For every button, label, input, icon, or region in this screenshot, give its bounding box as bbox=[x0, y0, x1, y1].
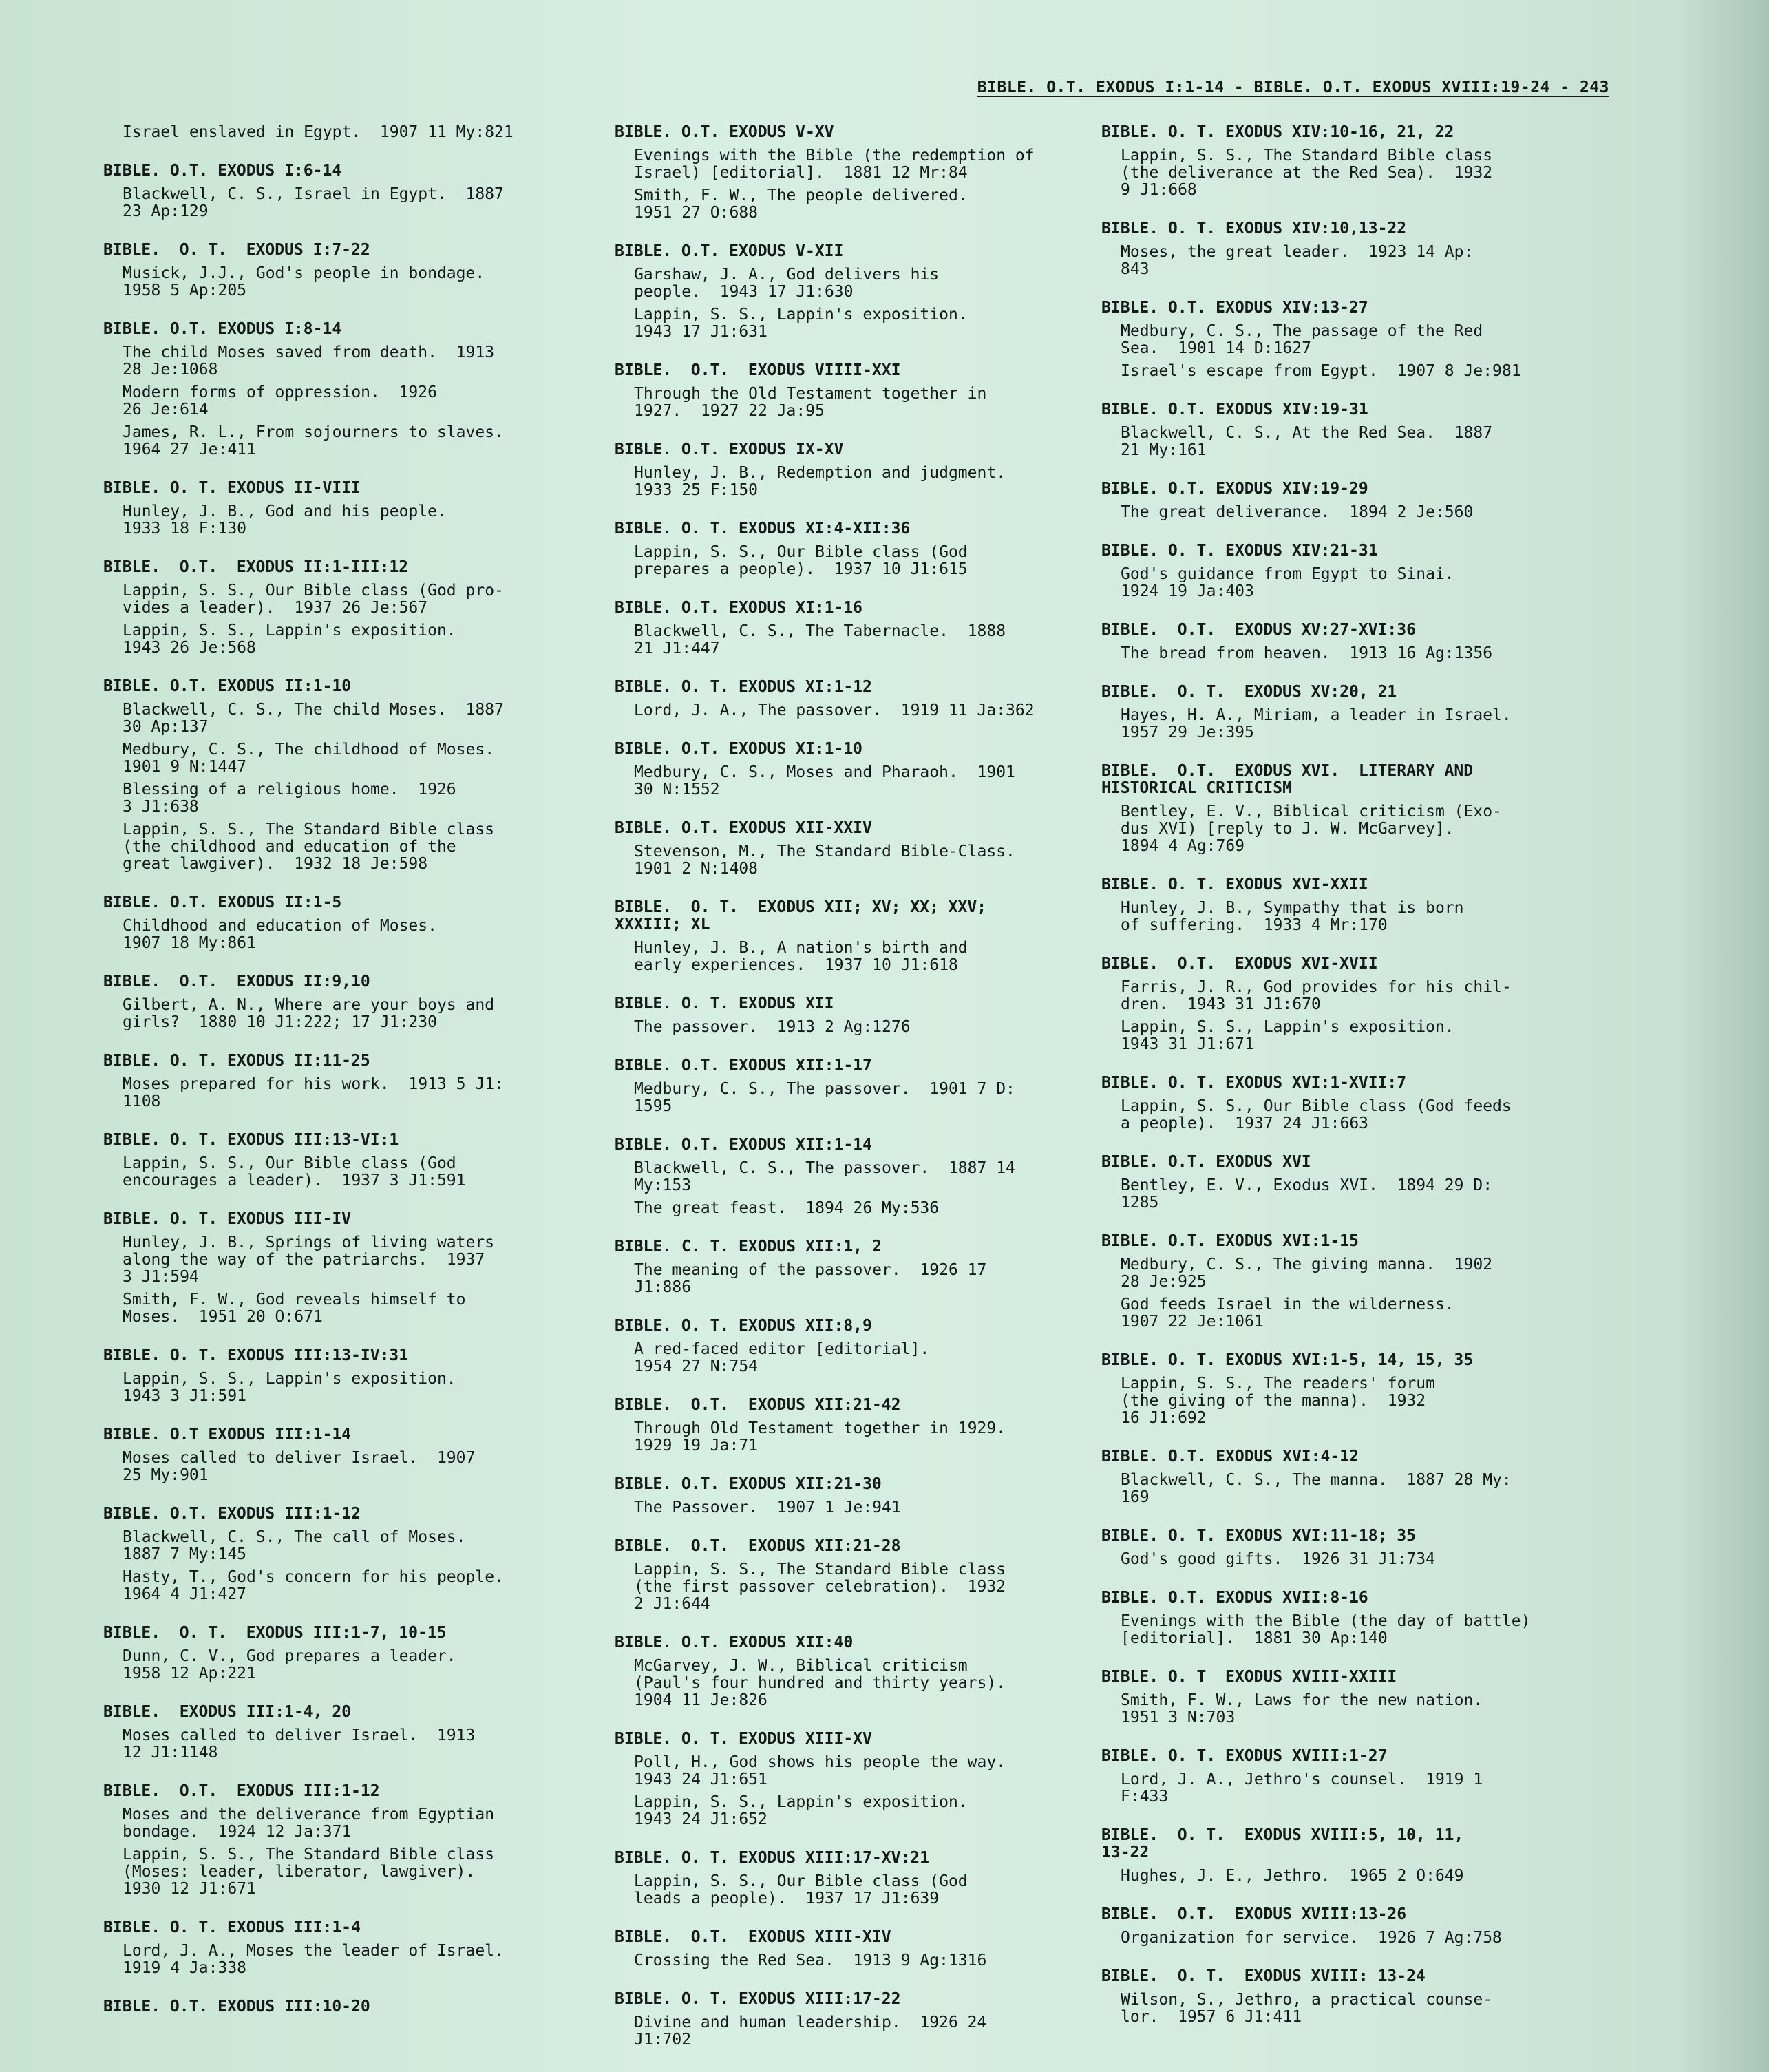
section-heading: BIBLE. O.T. EXODUS II:1-III:12 bbox=[103, 558, 409, 576]
index-entry: Blackwell, C. S., The manna. 1887 28 My: 169 bbox=[1121, 1471, 1512, 1506]
index-section bbox=[1101, 955, 1583, 1053]
index-entry: James, R. L., From sojourners to slaves. 1964 27 Je:411 bbox=[123, 423, 504, 458]
index-entry: Smith, F. W., Laws for the new nation. 1951 3 N:703 bbox=[1121, 1691, 1483, 1726]
index-entry: Wilson, S., Jethro, a practical counse- lor. 1957 6 J1:411 bbox=[1121, 1991, 1493, 2026]
index-section bbox=[615, 899, 1097, 974]
index-section bbox=[1101, 542, 1583, 600]
index-entry: Through Old Testament together in 1929. 1929 19 Ja:71 bbox=[634, 1419, 1006, 1455]
section-heading: BIBLE. O.T. EXODUS XIV:19-29 bbox=[1101, 480, 1368, 498]
index-entry: Lappin, S. S., The Standard Bible class (the deliverance at the Red Sea). 1932 9 J1:668 bbox=[1121, 147, 1493, 199]
index-section bbox=[103, 1704, 585, 1762]
index-entry: Lappin, S. S., Our Bible class (God leads a people). 1937 17 J1:639 bbox=[634, 1872, 968, 1907]
section-heading: BIBLE. O. T. EXODUS XIV:10-16, 21, 22 bbox=[1101, 123, 1454, 141]
section-heading: BIBLE. O. T. EXODUS XII bbox=[615, 995, 834, 1013]
index-section bbox=[103, 321, 585, 458]
index-entry: Blackwell, C. S., At the Red Sea. 1887 21 My:161 bbox=[1121, 424, 1493, 459]
section-heading: BIBLE. O.T. EXODUS XVI-XVII bbox=[1101, 955, 1378, 973]
section-heading: BIBLE. O.T. EXODUS XI:1-16 bbox=[615, 599, 863, 617]
section-heading: BIBLE. O.T. EXODUS XII:21-28 bbox=[615, 1537, 901, 1555]
index-entry: Garshaw, J. A., God delivers his people. 1943 17 J1:630 bbox=[634, 266, 940, 301]
section-heading: BIBLE. O.T. EXODUS XII:1-14 bbox=[615, 1136, 872, 1154]
section-heading: BIBLE. O.T EXODUS III:1-14 bbox=[103, 1426, 352, 1444]
index-entry: Israel's escape from Egypt. 1907 8 Je:981 bbox=[1121, 362, 1521, 380]
index-entry: Hughes, J. E., Jethro. 1965 2 O:649 bbox=[1121, 1867, 1464, 1885]
index-entry: Moses, the great leader. 1923 14 Ap: 843 bbox=[1121, 243, 1474, 278]
index-entry: The meaning of the passover. 1926 17 J1:886 bbox=[634, 1261, 987, 1296]
index-entry: Lappin, S. S., The Standard Bible class (the childhood and education of the great lawgiver). 1932 18 Je:598 bbox=[123, 821, 495, 873]
index-entry: The child Moses saved from death. 1913 28 Je:1068 bbox=[123, 343, 495, 379]
index-section bbox=[1101, 1352, 1583, 1427]
index-section bbox=[1101, 1827, 1583, 1885]
index-section bbox=[615, 1318, 1097, 1375]
index-section bbox=[615, 1634, 1097, 1709]
index-entry: Lappin, S. S., The Standard Bible class (Moses: leader, liberator, lawgiver). 1930 12 J1:671 bbox=[123, 1846, 495, 1898]
section-heading: BIBLE. O.T. EXODUS XIV:19-31 bbox=[1101, 401, 1368, 419]
section-heading: BIBLE. O.T. EXODUS XII:40 bbox=[615, 1634, 854, 1651]
section-heading: BIBLE. O. T. EXODUS XV:20, 21 bbox=[1101, 683, 1397, 701]
section-heading: BIBLE. O. T. EXODUS XII; XV; XX; XXV; XXXIII; XL bbox=[615, 898, 987, 933]
section-heading: BIBLE. O.T. EXODUS V-XII bbox=[615, 242, 844, 260]
running-header: BIBLE. O.T. EXODUS I:1-14 - BIBLE. O.T. EXODUS XVIII:19-24 - 243 bbox=[977, 78, 1609, 96]
index-section bbox=[615, 1991, 1097, 2049]
section-heading: BIBLE. O.T. EXODUS II:9,10 bbox=[103, 973, 370, 991]
index-entry: Blackwell, C. S., The call of Moses. 1887 7 My:145 bbox=[123, 1528, 466, 1563]
index-entry: Hunley, J. B., Sympathy that is born of suffering. 1933 4 Mr:170 bbox=[1121, 899, 1464, 934]
index-entry: Poll, H., God shows his people the way. 1943 24 J1:651 bbox=[634, 1753, 1006, 1788]
section-heading: BIBLE. O.T. EXODUS XVIII:13-26 bbox=[1101, 1905, 1407, 1923]
index-section bbox=[615, 679, 1097, 719]
index-section bbox=[615, 441, 1097, 499]
section-heading: BIBLE. O. T. EXODUS III-IV bbox=[103, 1210, 352, 1228]
section-heading: BIBLE. O. T. EXODUS II:11-25 bbox=[103, 1052, 370, 1070]
index-section bbox=[1101, 763, 1583, 855]
index-section bbox=[615, 1238, 1097, 1296]
index-entry: Lappin, S. S., Lappin's exposition. 1943 31 J1:671 bbox=[1121, 1018, 1454, 1053]
index-section bbox=[615, 1137, 1097, 1217]
section-heading: BIBLE. O. T. EXODUS III:1-7, 10-15 bbox=[103, 1624, 447, 1642]
index-entry: Hunley, J. B., Redemption and judgment. 1933 25 F:150 bbox=[634, 464, 1006, 499]
index-entry: Lappin, S. S., Our Bible class (God pro- vides a leader). 1937 26 Je:567 bbox=[123, 582, 504, 617]
index-entry: Blackwell, C. S., Israel in Egypt. 1887 23 Ap:129 bbox=[123, 185, 504, 220]
index-entry: Hunley, J. B., God and his people. 1933 18 F:130 bbox=[123, 503, 447, 538]
section-heading: BIBLE. O.T. EXODUS III:1-12 bbox=[103, 1505, 361, 1523]
section-heading: BIBLE. O. T EXODUS XVIII-XXIII bbox=[1101, 1668, 1397, 1686]
section-heading: BIBLE. O. T. EXODUS XVIII: 13-24 bbox=[1101, 1967, 1426, 1985]
index-entry: Modern forms of oppression. 1926 26 Je:614 bbox=[123, 383, 437, 419]
section-heading: BIBLE. O.T. EXODUS XIII-XIV bbox=[615, 1928, 891, 1946]
section-heading: BIBLE. O. T. EXODUS XIV:21-31 bbox=[1101, 542, 1378, 560]
index-section bbox=[103, 242, 585, 299]
index-section bbox=[615, 1731, 1097, 1828]
section-heading: BIBLE. O.T. EXODUS XVII:8-16 bbox=[1101, 1589, 1368, 1607]
index-entry: Medbury, C. S., Moses and Pharaoh. 1901 30 N:1552 bbox=[634, 763, 1015, 799]
index-section bbox=[103, 559, 585, 657]
index-section bbox=[615, 520, 1097, 578]
index-entry: The Passover. 1907 1 Je:941 bbox=[634, 1499, 901, 1516]
index-section bbox=[103, 1998, 585, 2016]
section-heading: BIBLE. O. T. EXODUS II-VIII bbox=[103, 479, 361, 497]
index-entry: Lord, J. A., Jethro's counsel. 1919 1 F:433 bbox=[1121, 1770, 1483, 1806]
index-section bbox=[1101, 480, 1583, 521]
index-entry: Medbury, C. S., The passover. 1901 7 D: 1595 bbox=[634, 1080, 1015, 1115]
index-entry: God feeds Israel in the wilderness. 1907 22 Je:1061 bbox=[1121, 1296, 1454, 1331]
index-section bbox=[615, 600, 1097, 657]
index-section bbox=[1101, 684, 1583, 741]
index-entry: Farris, J. R., God provides for his chil- dren. 1943 31 J1:670 bbox=[1121, 978, 1512, 1013]
index-section bbox=[103, 1625, 585, 1682]
section-heading: BIBLE. O. T. EXODUS XVIII:5, 10, 11, 13-22 bbox=[1101, 1826, 1464, 1861]
index-entry: The great feast. 1894 26 My:536 bbox=[634, 1199, 940, 1217]
index-section bbox=[103, 678, 585, 873]
section-heading: BIBLE. O.T. EXODUS I:8-14 bbox=[103, 320, 342, 338]
section-heading: BIBLE. O. T. EXODUS XIV:10,13-22 bbox=[1101, 220, 1407, 237]
section-heading: BIBLE. O.T. EXODUS XVI:1-15 bbox=[1101, 1232, 1359, 1250]
index-entry: The great deliverance. 1894 2 Je:560 bbox=[1121, 503, 1474, 521]
index-entry: The bread from heaven. 1913 16 Ag:1356 bbox=[1121, 644, 1493, 662]
section-heading: BIBLE. O. T. EXODUS XIII:17-XV:21 bbox=[615, 1849, 929, 1867]
section-heading: BIBLE. O.T. EXODUS XII:1-17 bbox=[615, 1057, 872, 1075]
index-entry: Blackwell, C. S., The passover. 1887 14 My:153 bbox=[634, 1159, 1015, 1194]
index-section bbox=[1101, 1075, 1583, 1132]
column-2 bbox=[615, 124, 1097, 2070]
section-heading: BIBLE. O.T. EXODUS XVI:4-12 bbox=[1101, 1448, 1359, 1466]
index-entry: Blackwell, C. S., The child Moses. 1887 30 Ap:137 bbox=[123, 701, 504, 736]
index-section bbox=[615, 243, 1097, 341]
index-entry: Hunley, J. B., Springs of living waters along the way of the patriarchs. 1937 3 J1:594 bbox=[123, 1234, 495, 1286]
section-heading: BIBLE. O.T. EXODUS XIV:13-27 bbox=[1101, 299, 1368, 317]
index-entry: Gilbert, A. N., Where are your boys and girls? 1880 10 J1:222; 17 J1:230 bbox=[123, 996, 495, 1031]
index-section bbox=[103, 1783, 585, 1898]
section-heading: BIBLE. O.T. EXODUS XII:21-30 bbox=[615, 1475, 882, 1493]
index-section bbox=[103, 480, 585, 538]
index-entry: Israel enslaved in Egypt. 1907 11 My:821 bbox=[123, 123, 513, 141]
section-heading: BIBLE. O. T. EXODUS XIII:17-22 bbox=[615, 1990, 901, 2008]
index-section bbox=[615, 1476, 1097, 1516]
index-entry: McGarvey, J. W., Biblical criticism (Paul's four hundred and thirty years). 1904 11 Je:826 bbox=[634, 1657, 1006, 1709]
index-section bbox=[1101, 1906, 1583, 1947]
index-entry: Smith, F. W., God reveals himself to Moses. 1951 20 O:671 bbox=[123, 1291, 466, 1326]
index-entry: God's good gifts. 1926 31 J1:734 bbox=[1121, 1550, 1435, 1568]
index-section bbox=[615, 1397, 1097, 1455]
index-entry: Organization for service. 1926 7 Ag:758 bbox=[1121, 1929, 1502, 1947]
index-entry: Evenings with the Bible (the redemption of Israel) [editorial]. 1881 12 Mr:84 bbox=[634, 147, 1035, 182]
column-3 bbox=[1101, 124, 1583, 2047]
section-heading: BIBLE. O. T. EXODUS XVI-XXII bbox=[1101, 876, 1368, 894]
index-section bbox=[615, 124, 1097, 222]
index-section bbox=[1101, 876, 1583, 934]
section-heading: BIBLE. O.T. EXODUS III:10-20 bbox=[103, 1998, 370, 2016]
index-section bbox=[1101, 1448, 1583, 1506]
index-section bbox=[1101, 1233, 1583, 1331]
index-entry: Lappin, S. S., The readers' forum (the giving of the manna). 1932 16 J1:692 bbox=[1121, 1375, 1435, 1427]
index-section bbox=[615, 362, 1097, 420]
index-entry: Lappin, S. S., The Standard Bible class (the first passover celebration). 1932 2 J1:644 bbox=[634, 1561, 1006, 1613]
index-section bbox=[1101, 1748, 1583, 1806]
column-1 bbox=[103, 124, 585, 2037]
index-section bbox=[1101, 622, 1583, 662]
index-section bbox=[1101, 1669, 1583, 1726]
section-heading: BIBLE. O.T. EXODUS XV:27-XVI:36 bbox=[1101, 621, 1416, 639]
index-section bbox=[103, 894, 585, 952]
index-entry: Dunn, C. V., God prepares a leader. 1958 12 Ap:221 bbox=[123, 1647, 456, 1682]
index-entry: Lappin, S. S., Lappin's exposition. 1943 17 J1:631 bbox=[634, 306, 968, 341]
index-section bbox=[103, 1505, 585, 1603]
index-entry: Stevenson, M., The Standard Bible-Class. 1901 2 N:1408 bbox=[634, 843, 1015, 878]
section-heading: BIBLE. O.T. EXODUS XVI bbox=[1101, 1153, 1311, 1171]
section-heading: BIBLE. O. T. EXODUS III:1-4 bbox=[103, 1918, 361, 1936]
section-heading: BIBLE. C. T. EXODUS XII:1, 2 bbox=[615, 1238, 882, 1256]
index-section bbox=[103, 1919, 585, 1977]
index-entry: Medbury, C. S., The passage of the Red Sea. 1901 14 D:1627 bbox=[1121, 322, 1483, 357]
section-heading: BIBLE. O. T. EXODUS XIII-XV bbox=[615, 1730, 872, 1748]
index-entry: Hunley, J. B., A nation's birth and early experiences. 1937 10 J1:618 bbox=[634, 939, 968, 974]
index-section bbox=[1101, 401, 1583, 459]
index-entry: Moses and the deliverance from Egyptian bondage. 1924 12 Ja:371 bbox=[123, 1806, 495, 1841]
section-heading: BIBLE. O.T. EXODUS XI:1-10 bbox=[615, 740, 863, 758]
index-section bbox=[1101, 124, 1583, 199]
section-heading: BIBLE. O.T. EXODUS I:6-14 bbox=[103, 162, 342, 180]
section-heading: BIBLE. EXODUS III:1-4, 20 bbox=[103, 1703, 352, 1721]
index-section bbox=[103, 1426, 585, 1484]
index-entry: Blessing of a religious home. 1926 3 J1:638 bbox=[123, 781, 456, 816]
index-entry: Lord, J. A., Moses the leader of Israel. 1919 4 Ja:338 bbox=[123, 1942, 504, 1977]
index-section bbox=[615, 820, 1097, 878]
index-section bbox=[103, 162, 585, 220]
index-section bbox=[1101, 220, 1583, 278]
index-section bbox=[103, 1132, 585, 1190]
page-edge-shadow bbox=[1680, 0, 1769, 2072]
section-heading: BIBLE. O. T. EXODUS III:13-IV:31 bbox=[103, 1346, 409, 1364]
section-heading: BIBLE. O. T. EXODUS XII:8,9 bbox=[615, 1317, 872, 1335]
section-heading: BIBLE. O.T. EXODUS XII:21-42 bbox=[615, 1396, 901, 1414]
index-entry: Lappin, S. S., Lappin's exposition. 1943 26 Je:568 bbox=[123, 622, 456, 657]
index-entry: Moses prepared for his work. 1913 5 J1: 1108 bbox=[123, 1075, 504, 1110]
section-heading: BIBLE. O. T. EXODUS XI:4-XII:36 bbox=[615, 520, 911, 538]
section-heading: BIBLE. O.T. EXODUS VIIII-XXI bbox=[615, 361, 901, 379]
index-entry: Lord, J. A., The passover. 1919 11 Ja:362 bbox=[634, 701, 1035, 719]
index-entry: Moses called to deliver Israel. 1913 12 J1:1148 bbox=[123, 1726, 476, 1762]
section-heading: BIBLE. O. T. EXODUS XVIII:1-27 bbox=[1101, 1747, 1388, 1765]
index-entry: Medbury, C. S., The giving manna. 1902 28 Je:925 bbox=[1121, 1256, 1493, 1291]
index-entry: A red-faced editor [editorial]. 1954 27 N:754 bbox=[634, 1340, 930, 1375]
section-heading: BIBLE. O. T. EXODUS XVI:1-5, 14, 15, 35 bbox=[1101, 1351, 1474, 1369]
index-entry: God's guidance from Egypt to Sinai. 1924 19 Ja:403 bbox=[1121, 565, 1454, 600]
index-section bbox=[103, 1211, 585, 1326]
section-heading: BIBLE. O.T. EXODUS II:1-5 bbox=[103, 894, 342, 911]
section-heading: BIBLE. O.T. EXODUS II:1-10 bbox=[103, 677, 352, 695]
index-section bbox=[615, 1538, 1097, 1613]
index-entry: Evenings with the Bible (the day of battle) [editorial]. 1881 30 Ap:140 bbox=[1121, 1612, 1531, 1647]
index-entry: Hayes, H. A., Miriam, a leader in Israel. 1957 29 Je:395 bbox=[1121, 706, 1512, 741]
index-entry: Lappin, S. S., Our Bible class (God encourages a leader). 1937 3 J1:591 bbox=[123, 1154, 466, 1190]
index-entry: Lappin, S. S., Lappin's exposition. 1943 24 J1:652 bbox=[634, 1793, 968, 1828]
index-entry: Bentley, E. V., Biblical criticism (Exo- dus XVI) [reply to J. W. McGarvey]. 1894 4 Ag:769 bbox=[1121, 803, 1502, 855]
index-section bbox=[615, 741, 1097, 799]
index-entry: Divine and human leadership. 1926 24 J1:702 bbox=[634, 2013, 987, 2049]
section-heading: BIBLE. O.T. EXODUS V-XV bbox=[615, 123, 834, 141]
index-entry: Musick, J.J., God's people in bondage. 1958 5 Ap:205 bbox=[123, 264, 485, 299]
index-section bbox=[615, 995, 1097, 1036]
index-entry: Blackwell, C. S., The Tabernacle. 1888 21 J1:447 bbox=[634, 622, 1006, 657]
index-section bbox=[103, 1053, 585, 1110]
index-entry: Lappin, S. S., Our Bible class (God prepares a people). 1937 10 J1:615 bbox=[634, 543, 968, 578]
section-heading: BIBLE. O. T. EXODUS XI:1-12 bbox=[615, 678, 872, 696]
index-entry: Lappin, S. S., Lappin's exposition. 1943 3 J1:591 bbox=[123, 1370, 456, 1405]
index-section bbox=[615, 1850, 1097, 1907]
index-entry: Through the Old Testament together in 1927. 1927 22 Ja:95 bbox=[634, 385, 987, 420]
section-heading: BIBLE. O.T. EXODUS XVI. LITERARY AND HISTORICAL CRITICISM bbox=[1101, 762, 1474, 797]
section-heading: BIBLE. O.T. EXODUS III:1-12 bbox=[103, 1782, 380, 1800]
index-section bbox=[103, 124, 585, 141]
section-heading: BIBLE. O. T. EXODUS XVI:11-18; 35 bbox=[1101, 1527, 1416, 1545]
section-heading: BIBLE. O.T. EXODUS XII-XXIV bbox=[615, 819, 872, 837]
index-section bbox=[103, 973, 585, 1031]
index-section bbox=[615, 1929, 1097, 1969]
section-heading: BIBLE. O. T. EXODUS XVI:1-XVII:7 bbox=[1101, 1074, 1407, 1092]
index-entry: Medbury, C. S., The childhood of Moses. 1901 9 N:1447 bbox=[123, 741, 495, 776]
index-entry: Bentley, E. V., Exodus XVI. 1894 29 D: 1285 bbox=[1121, 1176, 1493, 1212]
index-section bbox=[1101, 1589, 1583, 1647]
index-section bbox=[1101, 1154, 1583, 1212]
index-entry: Moses called to deliver Israel. 1907 25 My:901 bbox=[123, 1449, 476, 1484]
index-entry: Smith, F. W., The people delivered. 1951 27 O:688 bbox=[634, 187, 968, 222]
section-heading: BIBLE. O. T. EXODUS III:13-VI:1 bbox=[103, 1131, 399, 1149]
index-section bbox=[1101, 299, 1583, 380]
index-entry: Lappin, S. S., Our Bible class (God feeds a people). 1937 24 J1:663 bbox=[1121, 1097, 1512, 1132]
index-section bbox=[1101, 1968, 1583, 2026]
index-entry: Childhood and education of Moses. 1907 18 My:861 bbox=[123, 917, 437, 952]
index-entry: Crossing the Red Sea. 1913 9 Ag:1316 bbox=[634, 1952, 987, 1969]
section-heading: BIBLE. O. T. EXODUS I:7-22 bbox=[103, 241, 370, 259]
index-entry: Hasty, T., God's concern for his people. 1964 4 J1:427 bbox=[123, 1568, 504, 1603]
index-section bbox=[103, 1347, 585, 1405]
section-heading: BIBLE. O.T. EXODUS IX-XV bbox=[615, 441, 844, 458]
index-section bbox=[615, 1057, 1097, 1115]
index-entry: The passover. 1913 2 Ag:1276 bbox=[634, 1018, 911, 1036]
index-section bbox=[1101, 1527, 1583, 1568]
